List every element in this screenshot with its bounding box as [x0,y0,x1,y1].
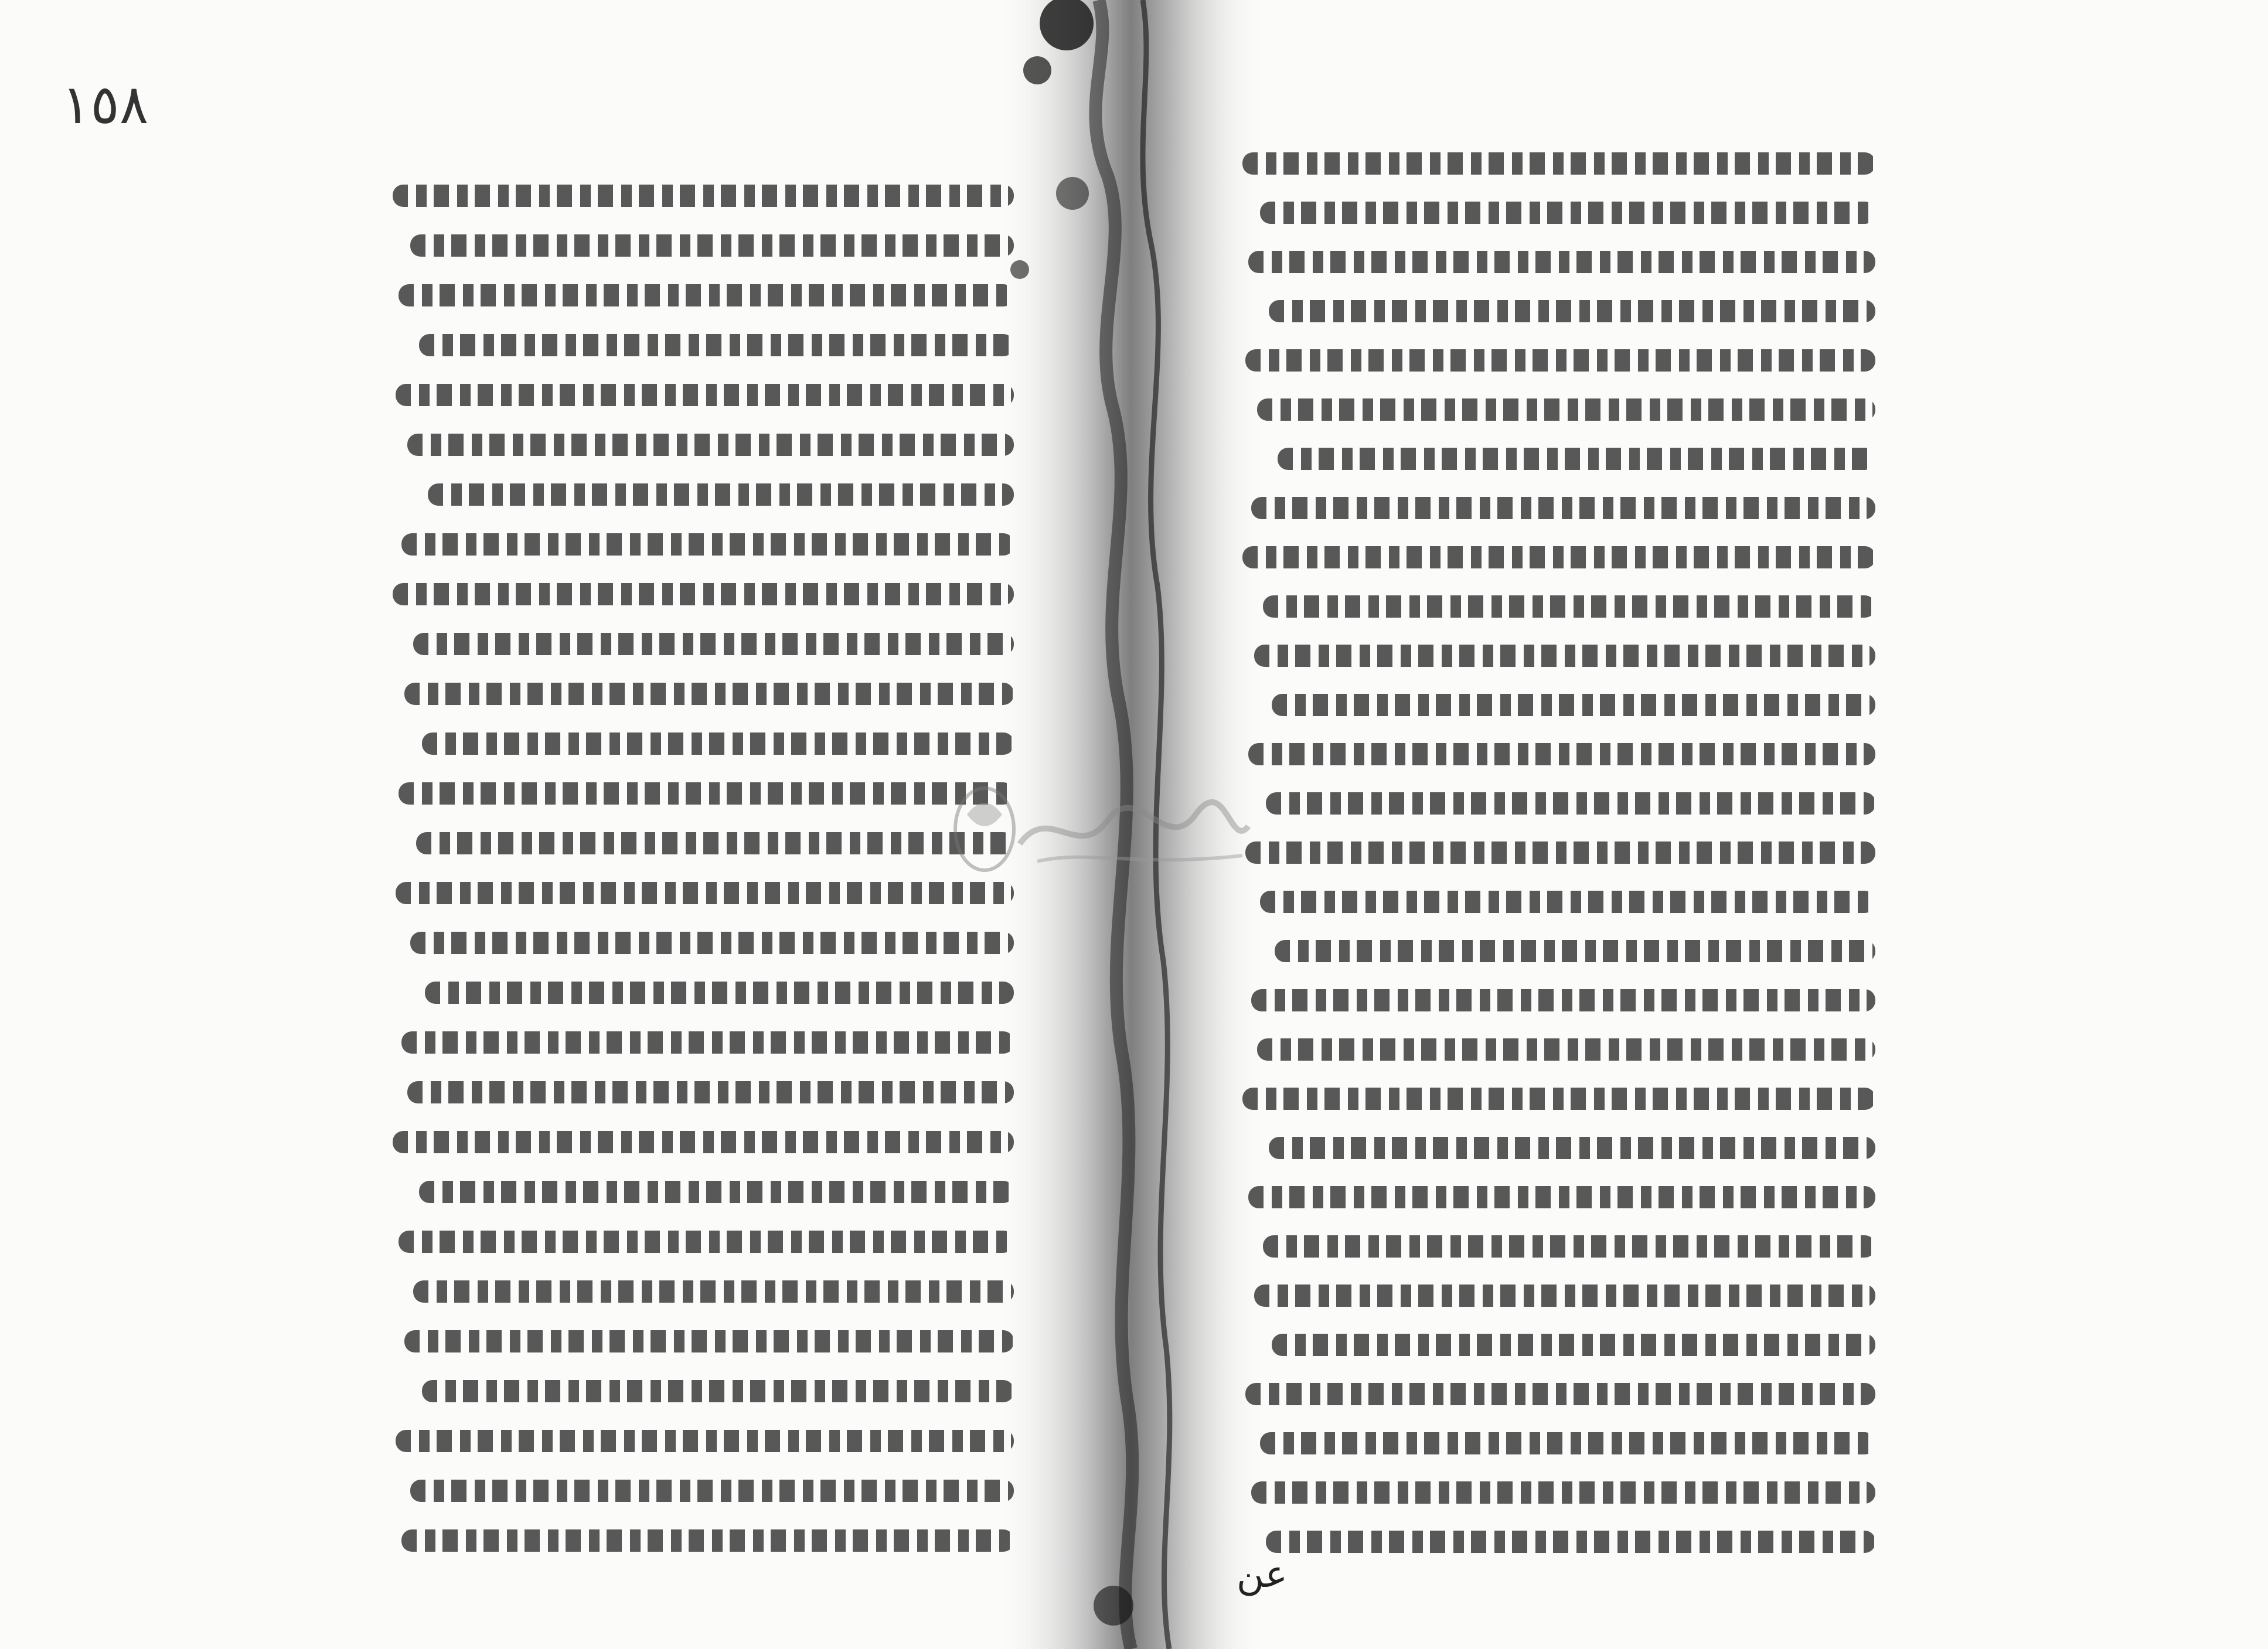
left_page-line-text [404,683,1014,705]
right_page-line [1254,1285,1875,1307]
left_page-line [396,384,1014,406]
left_page-line-text [410,932,1014,954]
left_page-line [410,1480,1014,1502]
right_page-line-text [1263,595,1875,618]
right_page-line [1269,300,1875,322]
right_page-line [1248,251,1875,273]
right_page-line-text [1266,1531,1875,1553]
left_page-line-text [401,533,1014,556]
left_page-line [393,1131,1014,1153]
right_page-line-text [1251,497,1875,519]
left_page-line-text [399,284,1014,306]
left_page-line-text [399,782,1014,805]
right_page-line-text [1248,251,1875,273]
right_page-line [1242,152,1875,175]
right_page-line-text [1275,940,1875,962]
right_page-line-text [1272,694,1875,716]
right_page-line-text [1272,1334,1875,1356]
left_page-line-text [401,1529,1014,1552]
left_page-line-text [407,1081,1014,1103]
right_page-line-text [1251,1481,1875,1504]
left_page-line [399,1231,1014,1253]
left_page-line-text [416,832,1014,854]
right_page-line-text [1248,1186,1875,1208]
left_page-line-text [413,1280,1014,1303]
right_page-line [1242,546,1875,568]
right_page-line [1245,841,1875,864]
left_page-line [393,583,1014,605]
left_page-line [399,284,1014,306]
left_page-line-text [401,1031,1014,1054]
right_page-line-text [1242,152,1875,175]
left_page-line-text [393,185,1014,207]
left_page-line-text [413,633,1014,655]
right_page-line-text [1242,546,1875,568]
right_page-line [1257,398,1875,421]
left_page-line-text [422,1380,1014,1402]
left_page-line-text [419,1181,1014,1203]
left_page-line-text [422,732,1014,755]
right_page-line [1260,891,1875,913]
right_page-line [1251,1481,1875,1504]
left_page-line [422,1380,1014,1402]
right_page-line [1260,202,1875,224]
left_page-line [422,732,1014,755]
left_page-line-text [419,334,1014,356]
left_page-line-text [407,434,1014,456]
left_page-line-text [396,384,1014,406]
right_page-line-text [1263,1235,1875,1258]
left_page-line-text [425,982,1014,1004]
right_page-line [1263,595,1875,618]
catchword: عن [1237,1553,1288,1596]
right_page-line-text [1260,891,1875,913]
folio-number: ١٥٨ [62,73,149,136]
right_page-line-text [1266,792,1875,815]
left_page-line [399,782,1014,805]
right_page-line [1251,989,1875,1011]
right_page-line-text [1245,1383,1875,1405]
right_page-line-text [1245,349,1875,372]
left_page-line [413,1280,1014,1303]
right_page-line [1272,694,1875,716]
right_page-line-text [1251,989,1875,1011]
left_page-line-text [410,234,1014,257]
left_page-line [419,334,1014,356]
right_page-line-text [1248,743,1875,765]
right_page-line [1266,792,1875,815]
left_page-line [404,1330,1014,1352]
left_page-line [428,483,1014,506]
left_page-line [396,1430,1014,1452]
left_page-line-text [410,1480,1014,1502]
right_page-line-text [1242,1088,1875,1110]
right_page-line [1269,1137,1875,1159]
right_page-line-text [1254,645,1875,667]
right_page-line [1245,349,1875,372]
left_page-line [425,982,1014,1004]
right_page-line [1257,1038,1875,1061]
right_page-line-text [1245,841,1875,864]
right_page-line-text [1260,1432,1875,1454]
left_page-line-text [393,583,1014,605]
left_page-line [407,434,1014,456]
right_page-line [1263,1235,1875,1258]
right_page-line [1272,1334,1875,1356]
left_page-line-text [393,1131,1014,1153]
right_page-line-text [1260,202,1875,224]
right_page-line [1260,1432,1875,1454]
left_page-line-text [428,483,1014,506]
right_page-line [1251,497,1875,519]
right_page-line-text [1269,1137,1875,1159]
right_page-line-text [1278,448,1875,470]
right_page-line [1242,1088,1875,1110]
right_page-line-text [1269,300,1875,322]
left_page-line [396,882,1014,904]
left_page-line [393,185,1014,207]
right_page-line [1248,743,1875,765]
right_page-line-text [1254,1285,1875,1307]
right_page-line [1248,1186,1875,1208]
left_page-line-text [396,882,1014,904]
left_page-line-text [396,1430,1014,1452]
left_page-line-text [404,1330,1014,1352]
left_page-line [401,1031,1014,1054]
left_page-line [410,932,1014,954]
left_page-line [416,832,1014,854]
library-watermark [949,779,1254,879]
left_page-line [401,533,1014,556]
right_page-line [1245,1383,1875,1405]
left_page-line [407,1081,1014,1103]
right_page-line-text [1257,1038,1875,1061]
left_page-line [413,633,1014,655]
left_page-line [410,234,1014,257]
right_page-line [1254,645,1875,667]
left_page-line [401,1529,1014,1552]
right_page-line [1275,940,1875,962]
right_page-line [1266,1531,1875,1553]
right_page-line [1278,448,1875,470]
right_page-line-text [1257,398,1875,421]
left_page-line [419,1181,1014,1203]
left_page-line [404,683,1014,705]
left_page-line-text [399,1231,1014,1253]
